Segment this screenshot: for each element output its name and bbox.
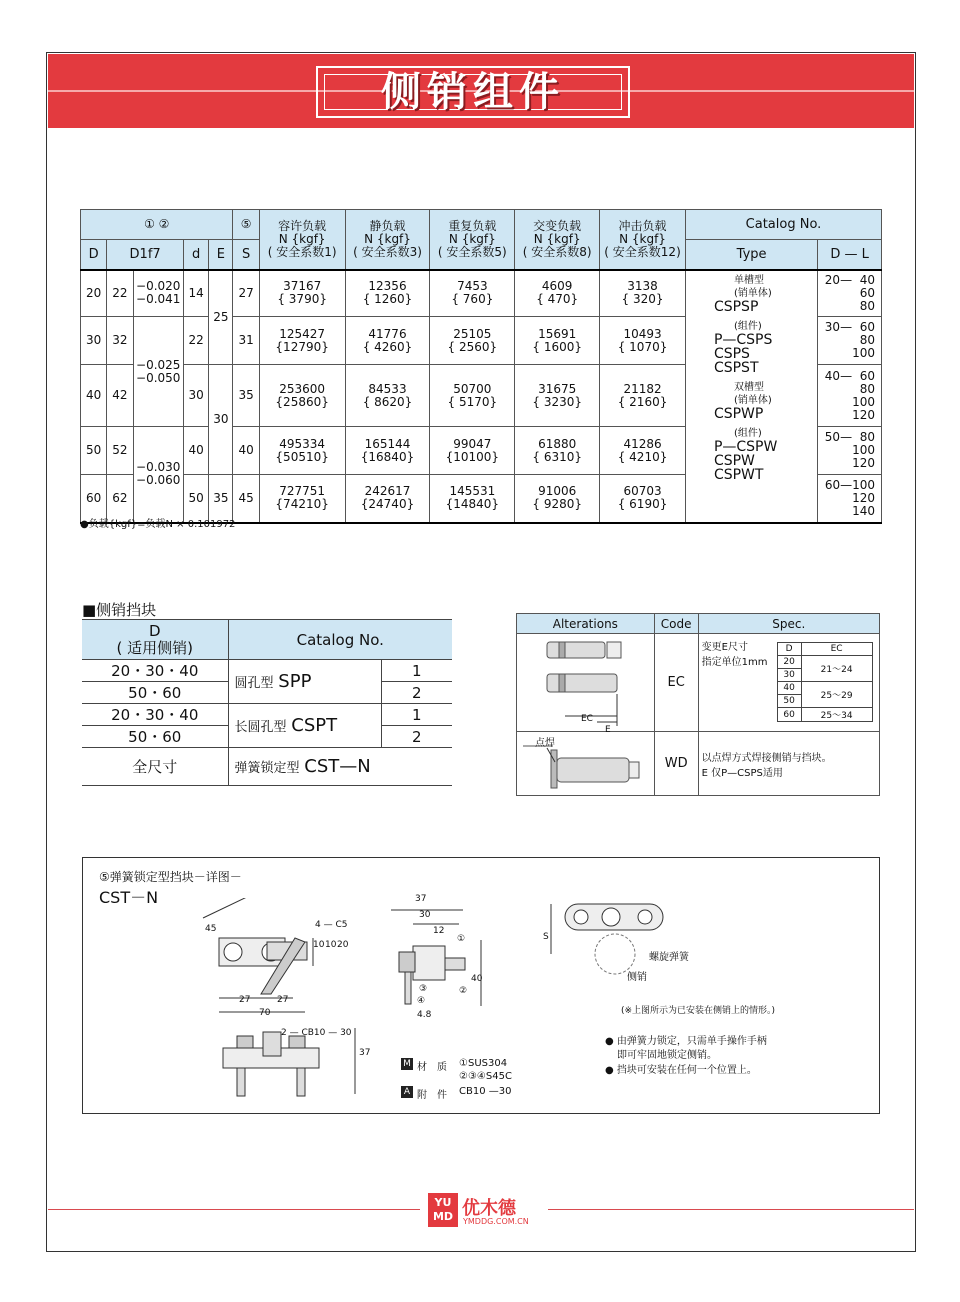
table-row: 50・60 2 [82, 726, 452, 748]
spec-table [80, 209, 882, 524]
block-table: D ( 适用侧销) Catalog No. 20・30・40 圆孔型 SPP 1 50・60 2 20・30・40 长圆孔型 CSPT 1 50・60 2 全尺寸 弹簧锁定型 CST—N [82, 619, 452, 786]
detail-box: ⑤弹簧锁定型挡块－详图－ CST－N 45 4 — C5 10 10 20 27 27 70 2 — CB10 — 30 37 37 30 12 40 4.8 ① ② ③ ④ S 螺旋弹簧 侧销 (※上图所示为已安装在侧销上的情形。) ● 由弹簧力锁定，只需单手操作手柄 即可牢固地锁定侧销。 ● 挡块可安装在任何一个位置上。 M 材 质 ①SUS304 ②③④S45C A 附 件 CB10 —30 [82, 857, 880, 1114]
table-row: 20 22 −0.020 −0.041 14 25 27 37167 { 3790} 12356 { 1260} 7453 { 760} 4609 { 470} 3138 { 320} 单槽型 (销单体) CSPSP (组件) P—CSPS CSPS CSPST 双槽型 (销单体) CSPWP (组件) P—CSPW CSPW CSPWT 20— 40 60 80 [81, 270, 882, 317]
type-line: CSPSP [713, 298, 759, 315]
E-25: 25 [209, 270, 233, 365]
ec-illustration [517, 634, 655, 735]
brand-name: 优木德 [462, 1198, 516, 1219]
brand-logo: YU MD [428, 1193, 458, 1227]
type-line: 单槽型 [733, 274, 764, 286]
type-line: (销单体) [733, 394, 772, 406]
type-line: CSPW [713, 452, 755, 469]
ec-range-table: D EC 20 21～24 30 40 25～29 50 60 25～34 [777, 642, 873, 722]
accessory-icon: A [401, 1086, 413, 1098]
type-line: (组件) [733, 427, 762, 439]
table-row: 50 52 −0.030 −0.060 40 40 495334 {50510} 165144 {16840} 99047 {10100} 61880 { 6310} 41286 { 4210} 50— 80 100 120 [81, 427, 882, 475]
side-view-drawing [383, 896, 493, 1026]
wd-code: WD [654, 732, 698, 796]
type-header: Type [685, 240, 817, 270]
dl-header: D — L [818, 240, 882, 270]
brand-url: YMDDG.COM.CN [463, 1217, 529, 1226]
page-title: 侧销组件 [381, 69, 565, 115]
installed-view-drawing [543, 898, 683, 988]
table-row: 30 32 −0.025 −0.050 22 31 125427 {12790} 41776 { 4260} 25105 { 2560} 15691 { 1600} 10493 { 1070} 30— 60 80 100 [81, 317, 882, 365]
alterations-table: Alterations Code Spec. EC E EC 变更E尺寸 指定单位1mm D EC 20 21～24 30 40 25～29 50 60 25～34 点焊 WD 以点焊方式焊接侧销与挡块。 E 仅P—CSPS适用 [516, 613, 880, 796]
col-D: D [81, 240, 107, 270]
col-D1: D1f7 [107, 240, 184, 270]
block-catalog-header: Catalog No. [228, 620, 452, 660]
col-E: E [209, 240, 233, 270]
group-header-5: ⑤ [233, 210, 259, 240]
table-row: 60 62 50 35 45 727751 {74210} 242617 {24740} 145531 {14840} 91006 { 9280} 60703 { 6190} 60—100 120 140 [81, 475, 882, 523]
material-icon: M [401, 1058, 413, 1070]
ec-label: EC [581, 714, 593, 724]
top-view-drawing [193, 898, 393, 1113]
detail-title: ⑤弹簧锁定型挡块－详图－ [99, 870, 242, 884]
table-row: 全尺寸 弹簧锁定型 CST—N [82, 748, 452, 786]
load-col-2: 重复负载 N {kgf} ( 安全系数5) [430, 210, 515, 270]
load-col-0: 容许负载 N {kgf} ( 安全系数1) [259, 210, 345, 270]
E-30: 30 [209, 365, 233, 475]
type-line: CSPWP [713, 405, 764, 422]
ec-code: EC [654, 634, 698, 732]
type-line: CSPWT [713, 466, 764, 483]
weld-label: 点焊 [535, 738, 555, 749]
footer-line-right [548, 1209, 914, 1210]
E-35: 35 [209, 475, 233, 523]
table-row: 20・30・40 长圆孔型 CSPT 1 [82, 704, 452, 726]
group-header-12: ① ② [81, 210, 233, 240]
type-line: (组件) [733, 320, 762, 332]
title-box [316, 66, 630, 118]
type-line: (销单体) [733, 287, 772, 299]
table-row: 20・30・40 圆孔型 SPP 1 [82, 660, 452, 682]
table-row: 50・60 2 [82, 682, 452, 704]
load-col-4: 冲击负载 N {kgf} ( 安全系数12) [600, 210, 686, 270]
block-section-title: ■侧销挡块 [82, 601, 157, 619]
type-line: P—CSPW [713, 438, 778, 455]
footer-line-left [48, 1209, 420, 1210]
col-d: d [184, 240, 209, 270]
load-col-1: 静负载 N {kgf} ( 安全系数3) [345, 210, 430, 270]
e-label: E [605, 725, 611, 735]
type-line: CSPS [713, 345, 750, 362]
catalog-header: Catalog No. [685, 210, 881, 240]
type-line: CSPST [713, 359, 759, 376]
type-line: 双槽型 [733, 381, 764, 393]
type-list-cell [685, 270, 817, 523]
detail-model: CST－N [99, 888, 159, 907]
table-row: 40 42 30 30 35 253600 {25860} 84533 { 8620} 50700 { 5170} 31675 { 3230} 21182 { 2160} 40— 60 80 100 120 [81, 365, 882, 427]
load-col-3: 交变负载 N {kgf} ( 安全系数8) [515, 210, 600, 270]
wd-illustration [517, 732, 655, 796]
type-line: P—CSPS [713, 331, 773, 348]
col-S: S [233, 240, 259, 270]
load-note: ●负载{kgf}=负载N × 0.101972 [80, 519, 236, 530]
